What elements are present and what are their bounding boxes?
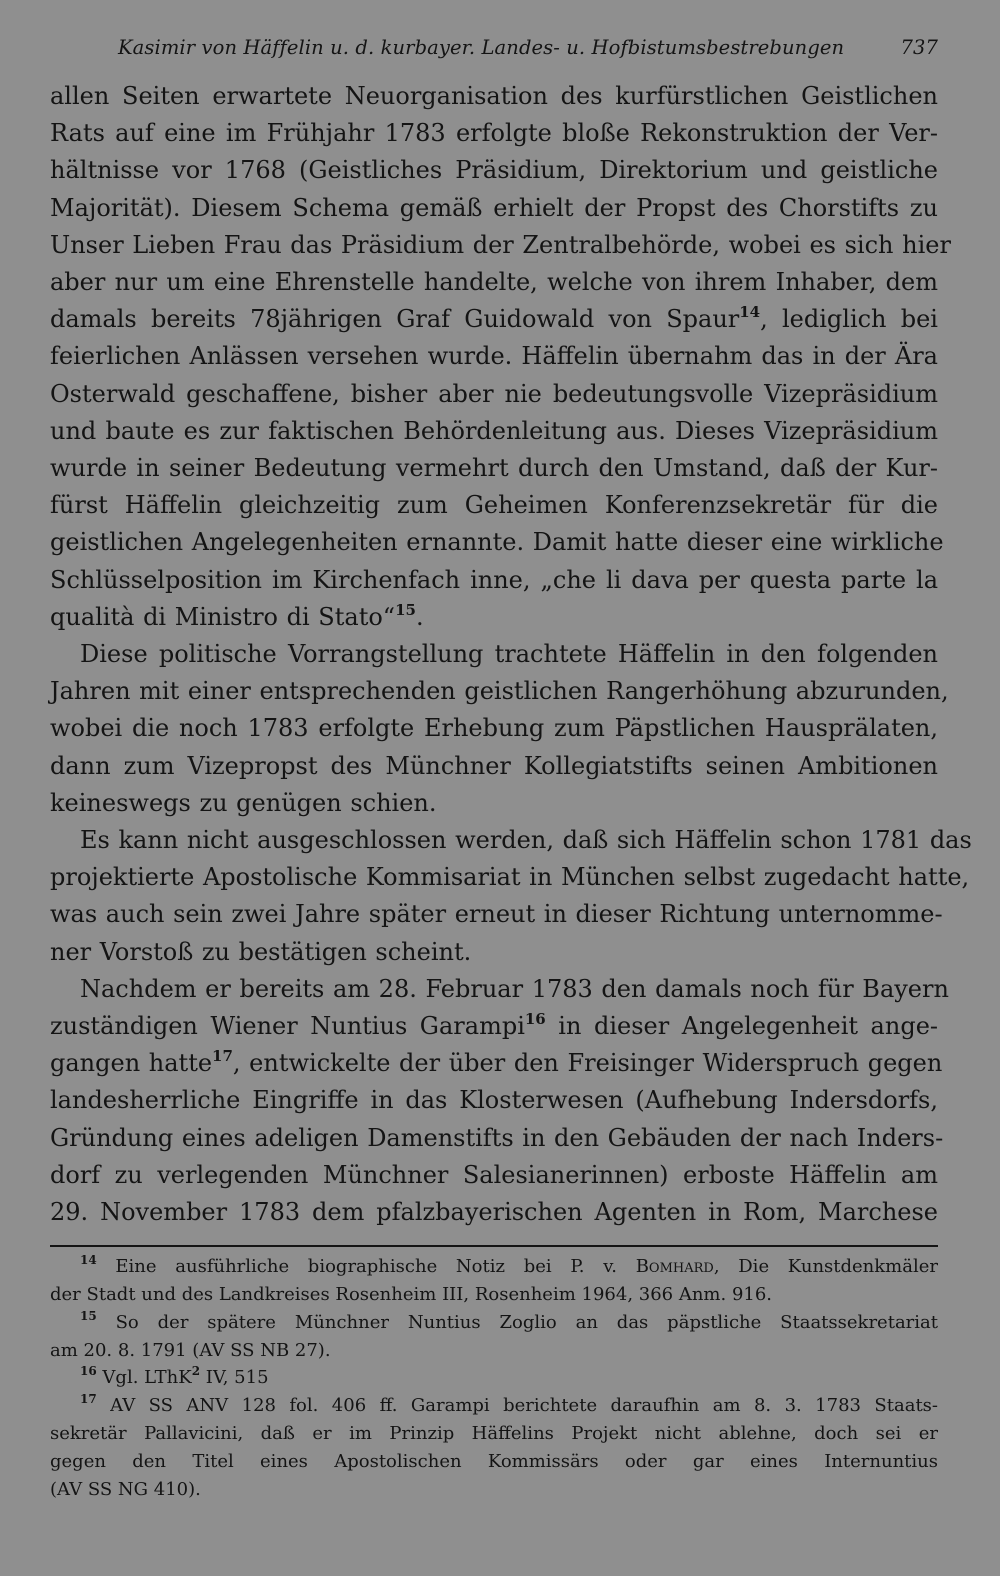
footnote-line: der Stadt und des Landkreises Rosenheim III, Rosenheim 1964, 366 Anm. 916. (50, 1284, 773, 1306)
text-line (50, 301, 938, 338)
footnote-line (50, 1364, 938, 1392)
footnote-line: gegen den Titel eines Apostolischen Kommissärs oder gar eines Internuntius (50, 1450, 938, 1472)
footnote-number: 17 (80, 1392, 97, 1407)
text-segment: zuständigen Wiener Nuntius Garampi (50, 1012, 525, 1041)
text-line (50, 1045, 943, 1082)
footnote-ref-15[interactable]: 15 (395, 600, 416, 619)
text-line: feierlichen Anlässen versehen wurde. Häffelin übernahm das in der Ära (50, 342, 938, 371)
text-segment: , entwickelte der über den Freisinger Widerspruch gegen (232, 1049, 943, 1078)
text-line: Osterwald geschaffene, bisher aber nie bedeutungsvolle Vizepräsidium (50, 379, 938, 408)
running-head (118, 36, 938, 70)
footnote-number: 16 (80, 1364, 97, 1379)
footnote-ref-17[interactable]: 17 (212, 1047, 233, 1066)
text-line: keineswegs zu genügen schien. (50, 788, 437, 817)
text-line: wobei die noch 1783 erfolgte Erhebung zum Päpstlichen Hausprälaten, (50, 714, 938, 743)
text-line: ner Vorstoß zu bestätigen scheint. (50, 937, 472, 966)
edition-superscript: 2 (191, 1364, 201, 1379)
footnote-ref-16[interactable]: 16 (524, 1010, 546, 1029)
text-line: Jahren mit einer entsprechenden geistlichen Rangerhöhung abzurunden, (50, 677, 949, 706)
page-number: 737 (900, 36, 938, 59)
paragraph-4 (50, 971, 949, 1231)
paragraph-2 (50, 636, 949, 822)
footnote-17 (50, 1392, 938, 1503)
footnote-line: (AV SS NG 410). (50, 1478, 201, 1500)
footnote-line (50, 1253, 938, 1281)
text-line: was auch sein zwei Jahre später erneut in dieser Richtung unternomme- (50, 900, 943, 929)
text-segment: , Die Kunstdenkmäler (713, 1256, 938, 1278)
text-segment: Vgl. LThK (96, 1367, 192, 1389)
text-line: Diese politische Vorrangstellung trachtete Häffelin in den folgenden (80, 640, 938, 669)
text-line: geistlichen Angelegenheiten ernannte. Damit hatte dieser eine wirkliche (50, 528, 944, 557)
author-name: Bomhard (635, 1256, 714, 1278)
text-line: Gründung eines adeligen Damenstifts in den Gebäuden der nach Inders- (50, 1123, 944, 1152)
footnote-divider (50, 1245, 938, 1247)
running-title: Kasimir von Häffelin u. d. kurbayer. Landes- u. Hofbistumsbestrebungen (118, 36, 845, 59)
text-line: hältnisse vor 1768 (Geistliches Präsidium, Direktorium und geistliche (50, 156, 938, 185)
text-line: Unser Lieben Frau das Präsidium der Zentralbehörde, wobei es sich hier (50, 230, 951, 259)
text-segment: Eine ausführliche biographische Notiz bei P. v. (96, 1256, 636, 1278)
text-segment: So der spätere Münchner Nuntius Zoglio an das päpstliche Staatssekretariat (96, 1311, 938, 1333)
text-line: dann zum Vizepropst des Münchner Kollegiatstifts seinen Ambitionen (50, 751, 938, 780)
footnote-line (50, 1392, 938, 1420)
text-segment: AV SS ANV 128 fol. 406 ff. Garampi berichtete daraufhin am 8. 3. 1783 Staats- (96, 1395, 938, 1417)
text-segment: damals bereits 78jährigen Graf Guidowald von Spaur (50, 305, 740, 334)
text-line: dorf zu verlegenden Münchner Salesianerinnen) erboste Häffelin am (50, 1160, 938, 1189)
text-line: Rats auf eine im Frühjahr 1783 erfolgte bloße Rekonstruktion der Ver- (50, 119, 938, 148)
text-segment: qualità di Ministro di Stato“ (50, 602, 396, 631)
text-line: wurde in seiner Bedeutung vermehrt durch den Umstand, daß der Kur- (50, 454, 938, 483)
footnote-16 (50, 1364, 938, 1392)
text-line: Es kann nicht ausgeschlossen werden, daß sich Häffelin schon 1781 das (80, 826, 972, 855)
footnotes (50, 1253, 938, 1503)
text-line (50, 599, 938, 636)
text-line: Nachdem er bereits am 28. Februar 1783 den damals noch für Bayern (80, 974, 949, 1003)
text-segment: gangen hatte (50, 1049, 213, 1078)
text-segment: . (415, 602, 424, 631)
text-segment: , lediglich bei (760, 305, 938, 334)
body-text (50, 78, 972, 1231)
footnote-line: am 20. 8. 1791 (AV SS NB 27). (50, 1339, 331, 1361)
footnote-ref-14[interactable]: 14 (739, 303, 761, 322)
paragraph-3 (50, 822, 972, 971)
footnote-14 (50, 1253, 938, 1309)
footnote-line: sekretär Pallavicini, daß er im Prinzip Häffelins Projekt nicht ablehne, doch sei er (50, 1423, 938, 1445)
text-line: allen Seiten erwartete Neuorganisation des kurfürstlichen Geistlichen (50, 82, 938, 110)
text-line: und baute es zur faktischen Behördenleitung aus. Dieses Vizepräsidium (50, 416, 938, 445)
text-segment: in dieser Angelegenheit ange- (545, 1012, 938, 1041)
page (50, 36, 972, 1503)
text-line: landesherrliche Eingriffe in das Klosterwesen (Aufhebung Indersdorfs, (50, 1086, 938, 1115)
text-line (50, 1008, 938, 1045)
text-line: 29. November 1783 dem pfalzbayerischen Agenten in Rom, Marchese (50, 1198, 938, 1227)
text-line: aber nur um eine Ehrenstelle handelte, welche von ihrem Inhaber, dem (50, 268, 938, 297)
footnote-line (50, 1309, 938, 1337)
text-segment: IV, 515 (200, 1367, 269, 1389)
text-line: Majorität). Diesem Schema gemäß erhielt der Propst des Chorstifts zu (50, 193, 938, 222)
footnote-15 (50, 1309, 938, 1365)
text-line: fürst Häffelin gleichzeitig zum Geheimen Konferenzsekretär für die (50, 491, 938, 520)
footnote-number: 15 (80, 1308, 97, 1323)
footnote-number: 14 (80, 1253, 97, 1268)
paragraph-1 (50, 78, 951, 636)
text-line: Schlüsselposition im Kirchenfach inne, „che li dava per questa parte la (50, 565, 938, 594)
text-line: projektierte Apostolische Kommisariat in München selbst zugedacht hatte, (50, 863, 970, 892)
